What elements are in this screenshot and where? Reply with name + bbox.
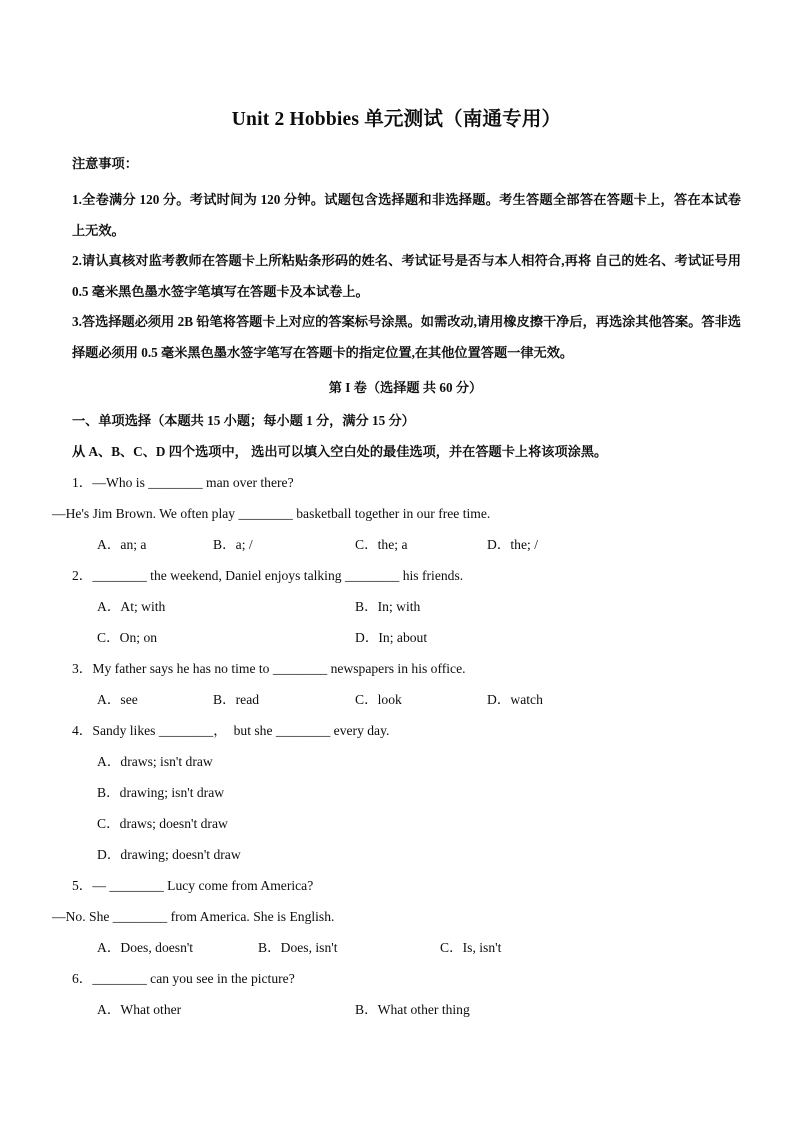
option-c[interactable]: C．Is, isn't [440,940,502,956]
option-a[interactable]: A．Does, doesn't [97,940,194,956]
question-number: 5． [72,878,93,894]
option-c[interactable]: C．draws; doesn't draw [97,816,228,832]
question-number: 6． [72,971,93,987]
page-title: Unit 2 Hobbies 单元测试（南通专用） [231,109,562,130]
question-options [72,529,741,560]
notice-heading: 注意事项： [72,156,138,172]
option-d[interactable]: D．In; about [355,630,428,646]
option-row [72,591,741,622]
option-b[interactable]: B．drawing; isn't draw [97,785,225,801]
option-d[interactable]: D．drawing; doesn't draw [97,847,241,863]
part-heading: 第 I 卷（选择题 共 60 分） [328,380,483,396]
question-stem [72,467,741,498]
question-options [72,932,741,963]
option-c[interactable]: C．On; on [97,630,158,646]
option-a[interactable]: A．At; with [97,599,166,615]
option-d[interactable]: D．watch [487,692,543,708]
notice-block [52,155,741,368]
option-row [72,529,741,560]
question-continuation: —No. She ________ from America. She is English. [52,909,335,925]
option-b[interactable]: B．Does, isn't [258,940,338,956]
question-text: Sandy likes ________， but she ________ every day. [92,723,390,739]
option-a[interactable]: A．see [97,692,138,708]
option-c[interactable]: C．look [355,692,402,708]
option-a[interactable]: A．What other [97,1002,182,1018]
option-b[interactable]: B．a; / [213,537,253,553]
option-b[interactable]: B．In; with [355,599,421,615]
option-a[interactable]: A．draws; isn't draw [97,754,213,770]
notice-item-2: 2.请认真核对监考教师在答题卡上所粘贴条形码的姓名、考试证号是否与本人相符合,再将 自己的姓名、考试证号用 0.5 毫米黑色墨水签字笔填写在答题卡及本试卷上。 [72,253,741,299]
question-number: 3． [72,661,93,677]
section-title: 一、单项选择（本题共 15 小题；每小题 1 分，满分 15 分） [72,413,415,429]
question-text: ________ the weekend, Daniel enjoys talking ________ his friends. [92,568,464,584]
option-b[interactable]: B．read [213,692,260,708]
question-stem [72,870,741,901]
question-options [72,684,741,715]
question-options [72,994,741,1025]
question-6 [72,963,741,1025]
option-row [72,932,741,963]
option-row [72,684,741,715]
question-number: 2． [72,568,93,584]
question-number: 1． [72,475,93,491]
question-stem [72,560,741,591]
question-stem [72,715,741,746]
question-2 [72,560,741,653]
question-5 [52,870,741,963]
question-number: 4． [72,723,93,739]
option-a[interactable]: A．an; a [97,537,147,553]
question-text: My father says he has no time to ________ newspapers in his office. [92,661,466,677]
question-text: ________ can you see in the picture? [92,971,295,987]
notice-item-3: 3.答选择题必须用 2B 铅笔将答题卡上对应的答案标号涂黑。如需改动,请用橡皮擦干净后，再选涂其他答案。答非选择题必须用 0.5 毫米黑色墨水签字笔写在答题卡的指定位置,在其他位置答题一律无效。 [72,314,741,360]
option-row [72,622,741,653]
option-c[interactable]: C．the; a [355,537,408,553]
section-directions: 从 A、B、C、D 四个选项中， 选出可以填入空白处的最佳选项，并在答题卡上将该项涂黑。 [72,444,608,460]
notice-item-1: 1.全卷满分 120 分。考试时间为 120 分钟。试题包含选择题和非选择题。考生答题全部答在答题卡上，答在本试卷上无效。 [72,192,741,238]
question-4 [72,715,741,870]
question-stem [72,653,741,684]
question-text: — ________ Lucy come from America? [92,878,314,894]
question-continuation: —He's Jim Brown. We often play ________ basketball together in our free time. [52,506,491,522]
question-1 [52,467,741,560]
option-row [72,994,741,1025]
question-stem [72,963,741,994]
question-options [97,746,766,870]
question-text: —Who is ________ man over there? [92,475,294,491]
question-options [72,591,741,653]
option-d[interactable]: D．the; / [487,537,538,553]
option-b[interactable]: B．What other thing [355,1002,470,1018]
question-3 [72,653,741,715]
